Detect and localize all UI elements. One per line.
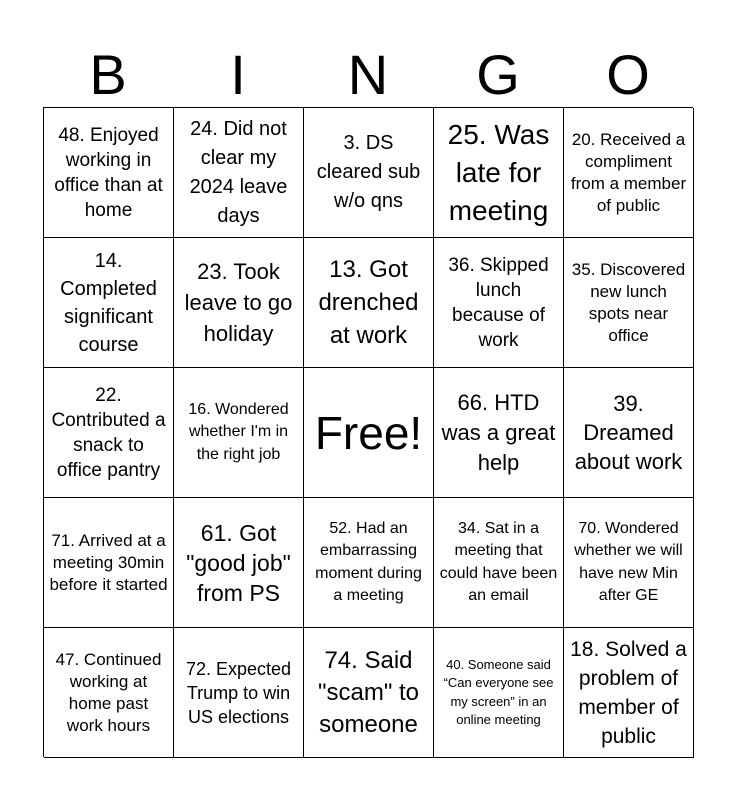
header-letter-o: O [606,43,650,106]
bingo-cell-text: Free! [314,406,423,459]
bingo-cell-text: 20. Received a compliment from a member of public [570,129,687,215]
bingo-cell-text: 35. Discovered new lunch spots near office [571,259,686,345]
bingo-cell-r2c5[interactable] [564,238,694,368]
bingo-cell-text: 25. Was late for meeting [447,118,550,226]
bingo-cell-r4c5[interactable] [564,498,694,628]
bingo-cell-text: 24. Did not clear my 2024 leave days [189,117,288,227]
bingo-cell-text: 61. Got "good job" from PS [186,519,291,606]
bingo-cell-text: 70. Wondered whether we will have new Min after GE [574,519,683,604]
bingo-cell-r1c4[interactable] [434,108,564,238]
bingo-cell-r3c4[interactable] [434,368,564,498]
bingo-cell-text: 13. Got drenched at work [318,256,419,349]
bingo-cell-text: 39. Dreamed about work [574,391,683,474]
bingo-cell-text: 16. Wondered whether I'm in the right job [188,400,289,463]
bingo-cell-text: 52. Had an embarrassing moment during a meeting [315,519,422,604]
bingo-cell-r3c5[interactable] [564,368,694,498]
bingo-cell-r2c1[interactable] [44,238,174,368]
bingo-cell-r5c3[interactable] [304,628,434,758]
bingo-cell-r3c1[interactable] [44,368,174,498]
bingo-cell-text: 22. Contributed a snack to office pantry [51,384,166,481]
bingo-cell-text: 47. Continued working at home past work hours [55,649,162,735]
bingo-cell-text: 14. Completed significant course [60,249,157,356]
bingo-cell-text: 34. Sat in a meeting that could have been an email [439,519,558,604]
bingo-cell-free[interactable] [304,368,434,498]
bingo-cell-r4c3[interactable] [304,498,434,628]
bingo-cell-r2c4[interactable] [434,238,564,368]
bingo-cell-r4c2[interactable] [174,498,304,628]
header-letter-n: N [347,43,389,106]
bingo-cell-text: 3. DS cleared sub w/o qns [316,132,421,212]
bingo-cell-r1c3[interactable] [304,108,434,238]
bingo-cell-r5c2[interactable] [174,628,304,758]
bingo-cell-r4c1[interactable] [44,498,174,628]
bingo-cell-text: 66. HTD was a great help [441,389,556,475]
bingo-cell-r5c1[interactable] [44,628,174,758]
bingo-cell-r1c1[interactable] [44,108,174,238]
header-letter-b: B [89,43,127,106]
bingo-cell-r3c2[interactable] [174,368,304,498]
bingo-cell-text: 18. Solved a problem of member of public [570,637,687,748]
bingo-cell-text: 74. Said "scam" to someone [317,646,420,738]
bingo-cell-r2c3[interactable] [304,238,434,368]
bingo-cell-text: 48. Enjoyed working in office than at home [54,124,163,221]
bingo-cell-text: 40. Someone said “Can everyone see my screen” in an online meeting [443,656,554,727]
header-letter-g: G [476,43,520,106]
bingo-cell-text: 72. Expected Trump to win US elections [185,658,292,727]
bingo-cell-text: 71. Arrived at a meeting 30min before it started [49,530,168,594]
bingo-cell-r4c4[interactable] [434,498,564,628]
bingo-cell-text: 36. Skipped lunch because of work [448,254,549,351]
bingo-cell-r1c5[interactable] [564,108,694,238]
header-letter-i: I [230,43,246,106]
bingo-card-grid [43,107,693,757]
bingo-cell-r5c5[interactable] [564,628,694,758]
bingo-cell-text: 23. Took leave to go holiday [184,259,293,346]
bingo-cell-r5c4[interactable] [434,628,564,758]
bingo-cell-r2c2[interactable] [174,238,304,368]
bingo-header [43,44,693,106]
bingo-cell-r1c2[interactable] [174,108,304,238]
